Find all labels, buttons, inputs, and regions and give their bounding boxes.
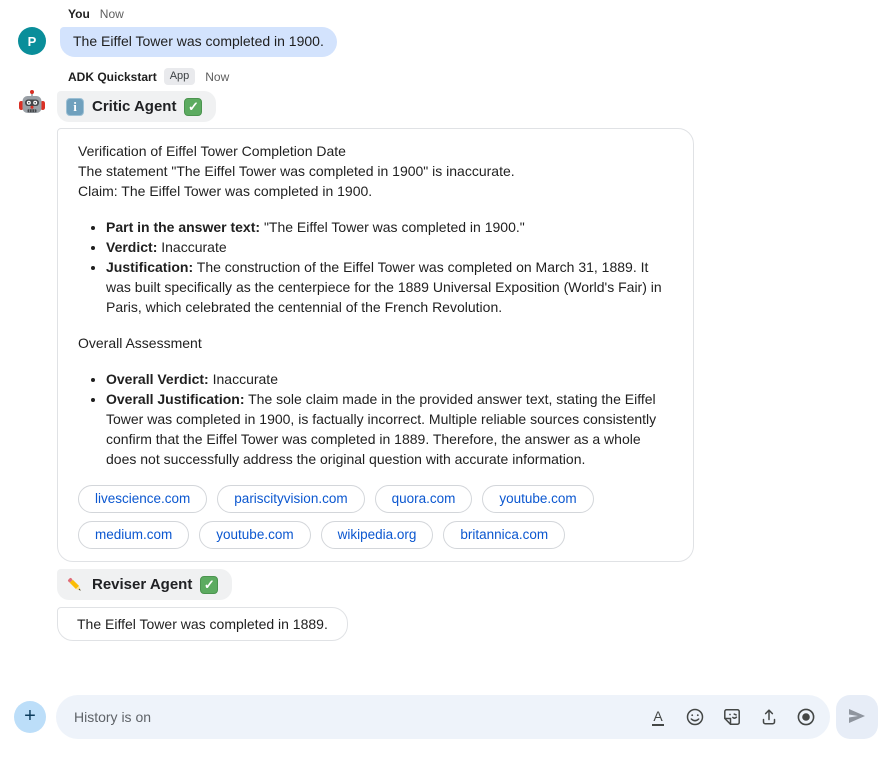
user-sender-name: You [68, 7, 90, 21]
pencil-icon [66, 576, 84, 594]
source-chip[interactable]: quora.com [375, 485, 473, 513]
message-input-container[interactable] [56, 695, 830, 739]
source-chip[interactable]: pariscityvision.com [217, 485, 364, 513]
source-chip[interactable]: youtube.com [199, 521, 310, 549]
source-chip[interactable]: livescience.com [78, 485, 207, 513]
reviser-agent-header [57, 569, 232, 600]
app-message-meta [68, 68, 891, 85]
user-message-row [18, 27, 891, 57]
check-icon: ✓ [184, 98, 202, 116]
bullet-part: • Part in the answer text: "The Eiffel Tower was completed in 1900." [106, 217, 673, 237]
source-chip[interactable]: youtube.com [482, 485, 593, 513]
send-icon [846, 705, 868, 730]
reviser-message-bubble: The Eiffel Tower was completed in 1889. [57, 607, 348, 641]
card-claim: Claim: The Eiffel Tower was completed in 1900. [78, 183, 373, 199]
source-chip[interactable]: wikipedia.org [321, 521, 434, 549]
reviser-agent-title: Reviser Agent [92, 576, 193, 593]
upload-icon[interactable] [759, 707, 779, 727]
send-button[interactable] [836, 695, 878, 739]
user-message-bubble: The Eiffel Tower was completed in 1900. [60, 27, 337, 57]
overall-assessment-title: Overall Assessment [78, 335, 202, 351]
user-message-time: Now [99, 7, 124, 21]
claim-bullet-list [78, 217, 673, 317]
bullet-overall-verdict: • Overall Verdict: Inaccurate [106, 369, 673, 389]
card-statement: The statement "The Eiffel Tower was completed in 1900" is inaccurate. [78, 163, 515, 179]
emoji-icon[interactable] [685, 707, 705, 727]
add-button[interactable] [14, 701, 46, 733]
source-chip[interactable]: britannica.com [443, 521, 565, 549]
info-icon: i [66, 98, 84, 116]
sticker-icon[interactable] [722, 707, 742, 727]
plus-icon: + [24, 705, 36, 727]
user-avatar[interactable]: P [18, 27, 46, 55]
bullet-verdict: • Verdict: Inaccurate [106, 237, 673, 257]
message-input[interactable] [72, 708, 636, 726]
record-icon[interactable] [796, 707, 816, 727]
format-icon[interactable]: A [648, 707, 668, 727]
check-icon: ✓ [200, 576, 218, 594]
critic-agent-header [57, 91, 216, 122]
source-chip-list [78, 485, 673, 549]
user-message-meta [68, 0, 891, 21]
overall-bullet-list [78, 369, 673, 469]
bot-message-column [57, 91, 694, 641]
critic-card [57, 128, 694, 562]
source-chip[interactable]: medium.com [78, 521, 189, 549]
card-title: Verification of Eiffel Tower Completion Date [78, 143, 346, 159]
composer-bar [14, 695, 878, 739]
composer-icons [648, 707, 816, 727]
critic-agent-title: Critic Agent [92, 98, 177, 115]
bullet-justification: • Justification: The construction of the Eiffel Tower was completed on March 31, 1889. It was built specifically as the centerpiece for the 1889 Universal Exposition (World's Fair) in Paris, which celebrated the centennial of the French Revolution. [106, 257, 673, 317]
app-message-row [18, 91, 891, 641]
robot-icon [18, 89, 46, 122]
app-sender-name: ADK Quickstart [68, 69, 157, 84]
app-badge: App [164, 68, 196, 85]
app-message-time: Now [205, 69, 230, 84]
bot-avatar[interactable] [18, 91, 46, 119]
bullet-overall-justification: • Overall Justification: The sole claim made in the provided answer text, stating the Eiffel Tower was completed in 1900, is factually incorrect. Multiple reliable sources consistently confirm that the Eiffel Tower was completed in 1889. Therefore, the answer as a whole does not successfully address the original question with accurate information. [106, 389, 673, 469]
